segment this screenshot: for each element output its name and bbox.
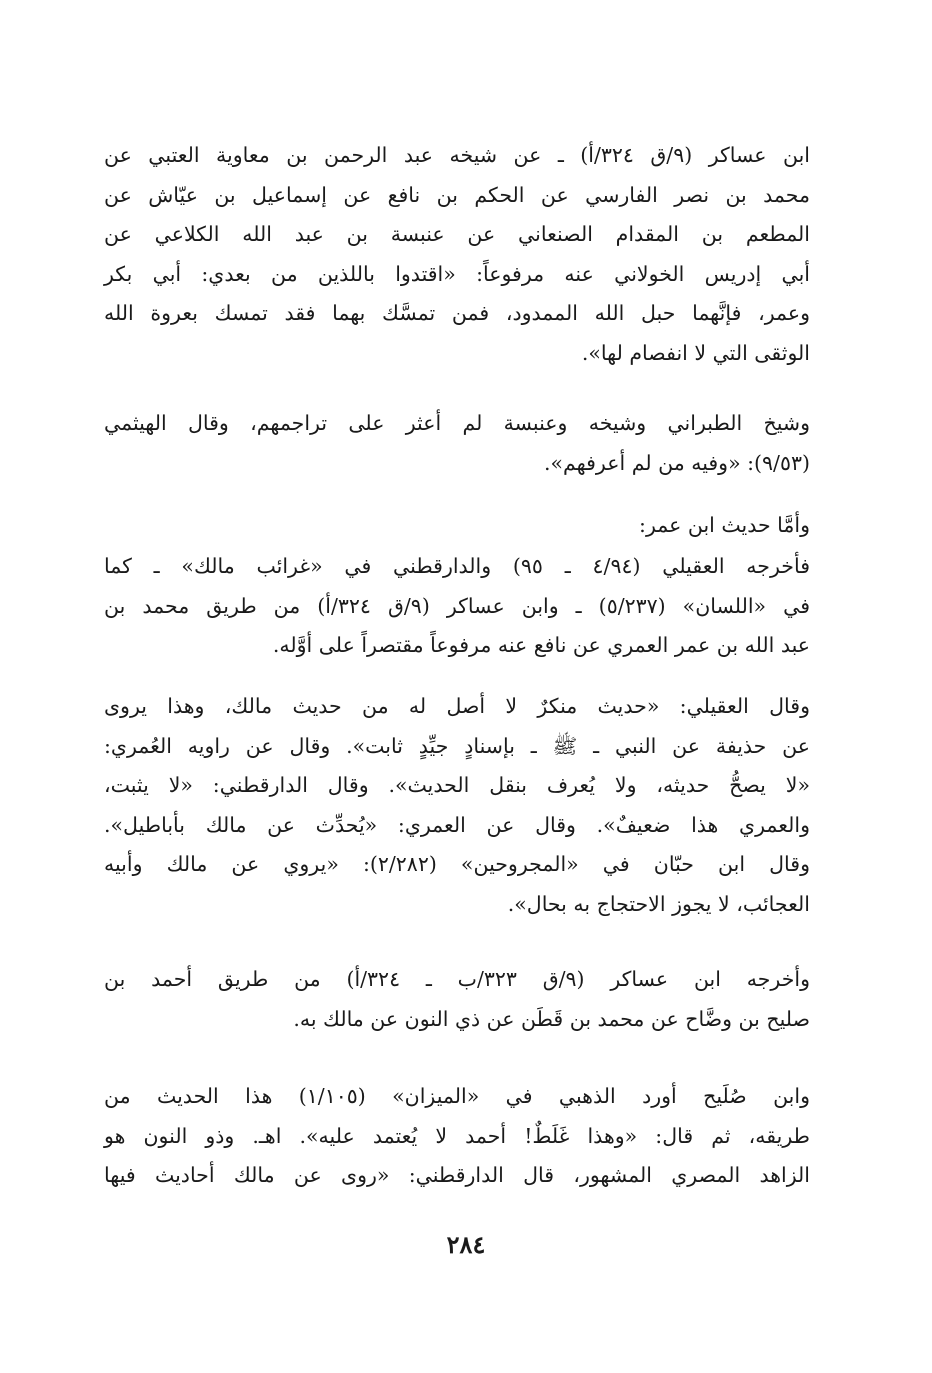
text-line: أبي إدريس الخولاني عنه مرفوعاً: «اقتدوا باللذين من بعدي: أبي بكر <box>104 261 810 286</box>
text-line: والعمري هذا ضعيفٌ». وقال عن العمري: «يُحدِّث عن مالك بأباطيل». <box>104 812 810 837</box>
text-line: وقال العقيلي: «حديث منكرٌ لا أصل له من حديث مالك، وهذا يروى <box>104 694 810 718</box>
paragraph <box>104 404 810 483</box>
text-line: وقال ابن حبّان في «المجروحين» (٢/٢٨٢): «يروي عن مالك وأبيه <box>104 852 810 876</box>
text-line: وأخرجه ابن عساكر (٩/ق ٣٢٣/ب ـ ٣٢٤/أ) من طريق أحمد بن <box>104 967 810 991</box>
paragraph <box>104 547 810 666</box>
page-number: ٢٨٤ <box>446 1230 486 1259</box>
paragraph <box>104 136 810 373</box>
paragraph <box>104 960 810 1039</box>
text-line: عن حذيفة عن النبي ـ ﷺ ـ بإسنادٍ جيِّدٍ ثابت». وقال عن راويه العُمري: <box>104 733 810 758</box>
paragraph <box>104 1077 810 1196</box>
text-line: فأخرجه العقيلي (٤/٩٤ ـ ٩٥) والدارقطني في «غرائب مالك» ـ كما <box>104 554 810 578</box>
text-line: وعمر، فإنَّهما حبل الله الممدود، فمن تمسَّك بهما فقد تمسك بعروة الله <box>104 301 810 325</box>
text-line: وابن صُلَيح أورد الذهبي في «الميزان» (١/١٠٥) هذا الحديث من <box>104 1084 810 1108</box>
text-line: «لا يصحُّ حديثه، ولا يُعرف بنقل الحديث». وقال الدارقطني: «لا يثبت، <box>104 773 810 797</box>
text-line: الوثقى التي لا انفصام لها». <box>581 340 810 365</box>
paragraph <box>104 687 810 924</box>
text-line: صليح بن وضَّاح عن محمد بن قَطَن عن ذي النون عن مالك به. <box>293 1006 810 1031</box>
text-line: محمد بن نصر الفارسي عن الحكم بن نافع عن إسماعيل بن عيّاش عن <box>104 182 810 207</box>
text-line: (٩/٥٣): «وفيه من لم أعرفهم». <box>543 450 810 475</box>
paragraph <box>104 506 810 546</box>
text-line: وأمَّا حديث ابن عمر: <box>639 513 810 537</box>
text-line: وشيخ الطبراني وشيخه وعنبسة لم أعثر على تراجمهم، وقال الهيثمي <box>104 411 810 435</box>
text-line: الزاهد المصري المشهور، قال الدارقطني: «روى عن مالك أحاديث فيها <box>104 1163 810 1187</box>
text-line: طريقه، ثم قال: «وهذا غَلَطٌ! أحمد لا يُعتمد عليه». اهـ. وذو النون هو <box>104 1123 810 1148</box>
text-line: في «اللسان» (٥/٢٣٧) ـ وابن عساكر (٩/ق ٣٢٤/أ) من طريق محمد بن <box>104 593 810 618</box>
text-line: العجائب، لا يجوز الاحتجاج به بحال». <box>507 891 810 916</box>
text-line: عبد الله بن عمر العمري عن نافع عنه مرفوعاً مقتصراً على أوَّله. <box>272 633 810 657</box>
text-line: المطعم بن المقدام الصنعاني عن عنبسة بن عبد الله الكلاعي عن <box>104 222 810 246</box>
text-line: ابن عساكر (٩/ق ٣٢٤/أ) ـ عن شيخه عبد الرحمن بن معاوية العتبي عن <box>104 143 810 167</box>
